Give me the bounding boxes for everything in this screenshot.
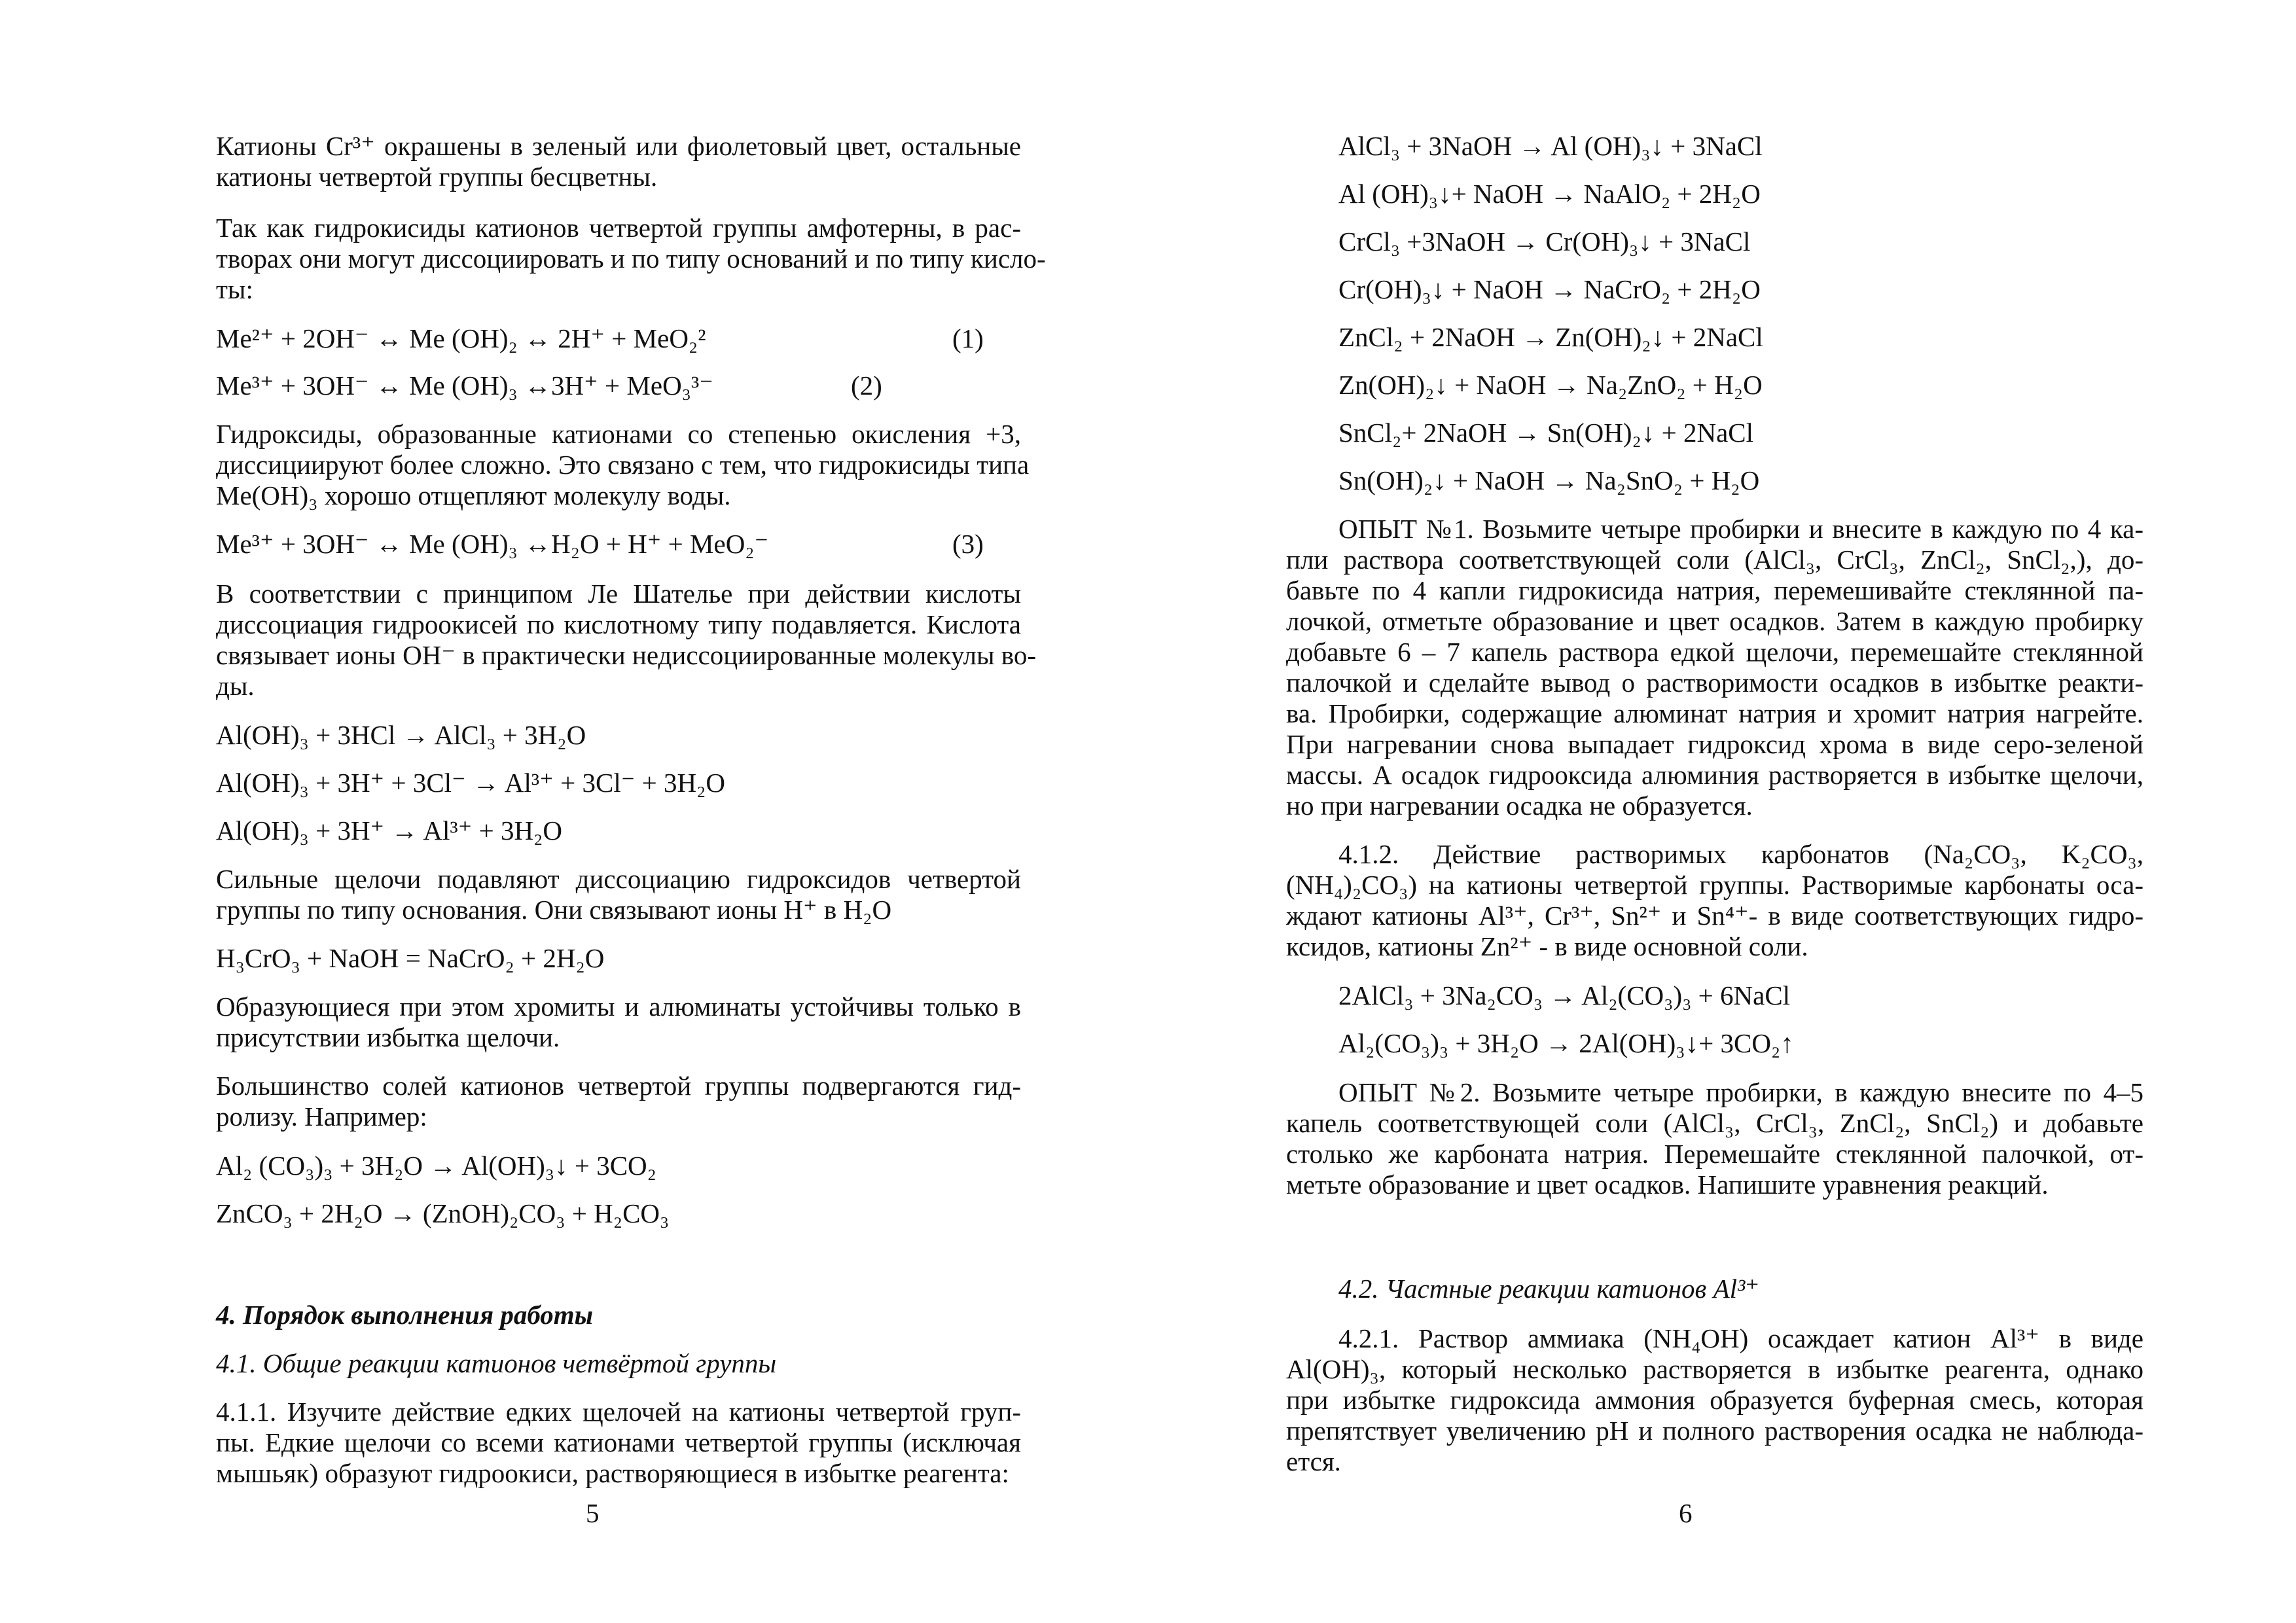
subsection-heading: 4.2. Частные реакции катионов Al³⁺ [1338,1274,1759,1304]
subsection-heading: 4.1. Общие реакции катионов четвёртой группы [216,1348,777,1378]
paragraph-line: пли раствора соответствующей соли (AlCl₃, CrCl₃, ZnCl₂, SnCl₂,), до- [1286,544,2144,575]
paragraph-line: препятствует увеличению pH и полного растворения осадка не наблюда- [1286,1416,2144,1446]
paragraph-line: 4.1.1. Изучите действие едких щелочей на катионы четвертой груп- [216,1397,1021,1427]
left-page [216,0,1046,1623]
equation-3: Me³⁺ + 3OH⁻ ↔ Me (OH)₃ ↔H₂O + H⁺ + MeO₂⁻ [216,529,769,559]
paragraph-line: столько же карбоната натрия. Перемешайте стеклянной палочкой, от- [1286,1139,2144,1169]
paragraph-line: ксидов, катионы Zn²⁺ - в виде основной соли. [1286,931,1808,961]
paragraph-line: При нагревании снова выпадает гидроксид хрома в виде серо-зеленой [1286,729,2144,759]
paragraph-line: Al(OH)₃, который несколько растворяется в избытке реагента, однако [1286,1354,2144,1384]
equation-2: Me³⁺ + 3OH⁻ ↔ Me (OH)₃ ↔3H⁺ + MeO₃³⁻ [216,370,713,401]
paragraph-line: Образующиеся при этом хромиты и алюминаты устойчивы только в [216,991,1021,1022]
paragraph-line: Так как гидрокисиды катионов четвертой группы амфотерны, в рас- [216,213,1021,243]
paragraph-line: Сильные щелочи подавляют диссоциацию гидроксидов четвертой [216,864,1021,894]
paragraph-line: Me(OH)₃ хорошо отщепляют молекулу воды. [216,480,731,510]
paragraph-line: пы. Едкие щелочи со всеми катионами четвертой группы (исключая [216,1427,1021,1457]
equation-number: (2) [851,370,882,401]
paragraph-line: ролизу. Например: [216,1101,427,1132]
paragraph-line: Большинство солей катионов четвертой группы подвергаются гид- [216,1071,1021,1101]
paragraph-line: ОПЫТ №2. Возьмите четыре пробирки, в каждую внесите по 4–5 [1338,1077,2144,1107]
paragraph-line: диссоциация гидроокисей по кислотному типу подавляется. Кислота [216,609,1021,639]
equation-number: (3) [952,529,984,559]
paragraph-line: катионы четвертой группы бесцветны. [216,162,658,192]
section-heading: 4. Порядок выполнения работы [216,1300,594,1330]
reaction-equation: Cr(OH)₃↓ + NaOH → NaCrO₂ + 2H₂O [1338,274,1761,304]
paragraph-line: связывает ионы OH⁻ в практически недиссоциированные молекулы во- [216,640,1037,670]
paragraph-line: ва. Пробирки, содержащие алюминат натрия и хромит натрия нагрейте. [1286,698,2144,728]
reaction-equation: Al₂(CO₃)₃ + 3H₂O → 2Al(OH)₃↓+ 3CO₂↑ [1338,1028,1794,1058]
paragraph-line: ждают катионы Al³⁺, Cr³⁺, Sn²⁺ и Sn⁴⁺- в виде соответствующих гидро- [1286,901,2144,931]
equation-8: Al₂ (CO₃)₃ + 3H₂O → Al(OH)₃↓ + 3CO₂ [216,1150,656,1181]
paragraph-line: бавьте по 4 капли гидрокисида натрия, перемешивайте стеклянной па- [1286,575,2144,605]
paragraph-line: метьте образование и цвет осадков. Напишите уравнения реакций. [1286,1169,2049,1200]
paragraph-line: группы по типу основания. Они связывают ионы H⁺ в H₂O [216,895,892,925]
paragraph-line: ты: [216,274,253,304]
paragraph-line: Катионы Cr³⁺ окрашены в зеленый или фиолетовый цвет, остальные [216,131,1021,161]
paragraph-line: но при нагревании осадка не образуется. [1286,791,1753,821]
reaction-equation: AlCl₃ + 3NaOH → Al (OH)₃↓ + 3NaCl [1338,131,1763,161]
equation-4: Al(OH)₃ + 3HCl → AlCl₃ + 3H₂O [216,720,586,750]
reaction-equation: Zn(OH)₂↓ + NaOH → Na₂ZnO₂ + H₂O [1338,370,1763,400]
paragraph-line: Гидроксиды, образованные катионами со степенью окисления +3, [216,419,1021,449]
paragraph-line: диссициируют более сложно. Это связано с тем, что гидрокисиды типа [216,450,1030,480]
reaction-equation: CrCl₃ +3NaOH → Cr(OH)₃↓ + 3NaCl [1338,226,1751,257]
paragraph-line: 4.1.2. Действие растворимых карбонатов (Na₂CO₃, K₂CO₃, [1338,839,2144,869]
reaction-equation: Sn(OH)₂↓ + NaOH → Na₂SnO₂ + H₂O [1338,465,1760,495]
paragraph-line: В соответствии с принципом Ле Шателье при действии кислоты [216,579,1021,609]
paragraph-line: ОПЫТ №1. Возьмите четыре пробирки и внесите в каждую по 4 ка- [1338,514,2144,544]
reaction-equation: 2AlCl₃ + 3Na₂CO₃ → Al₂(CO₃)₃ + 6NaCl [1338,980,1791,1010]
paragraph-line: творах они могут диссоциировать и по типу оснований и по типу кисло- [216,243,1046,274]
paragraph-line: ется. [1286,1446,1341,1476]
paragraph-line: при избытке гидроксида аммония образуется буферная смесь, которая [1286,1385,2144,1415]
right-page [1286,0,2144,1623]
paragraph-line: массы. А осадок гидрооксида алюминия растворяется в избытке щелочи, [1286,760,2144,790]
page-number: 5 [586,1498,600,1528]
equation-9: ZnCO₃ + 2H₂O → (ZnOH)₂CO₃ + H₂CO₃ [216,1198,670,1228]
paragraph-line: мышьяк) образуют гидроокиси, растворяющиеся в избытке реагента: [216,1458,1009,1488]
paragraph-line: присутствии избытка щелочи. [216,1022,560,1052]
equation-7: H₃CrO₃ + NaOH = NaCrO₂ + 2H₂O [216,943,605,973]
equation-6: Al(OH)₃ + 3H⁺ → Al³⁺ + 3H₂O [216,815,562,846]
equation-1: Me²⁺ + 2OH⁻ ↔ Me (OH)₂ ↔ 2H⁺ + MeO₂² [216,323,706,353]
paragraph-line: палочкой и сделайте вывод о растворимости осадков в избытке реакти- [1286,668,2144,698]
reaction-equation: Al (OH)₃↓+ NaOH → NaAlO₂ + 2H₂O [1338,179,1761,209]
equation-5: Al(OH)₃ + 3H⁺ + 3Cl⁻ → Al³⁺ + 3Cl⁻ + 3H₂O [216,768,725,798]
paragraph-line: лочкой, отметьте образование и цвет осадков. Затем в каждую пробирку [1286,606,2144,636]
reaction-equation: ZnCl₂ + 2NaOH → Zn(OH)₂↓ + 2NaCl [1338,322,1763,352]
paragraph-line: добавьте 6 – 7 капель раствора едкой щелочи, перемешайте стеклянной [1286,637,2144,667]
paragraph-line: 4.2.1. Раствор аммиака (NH₄OH) осаждает катион Al³⁺ в виде [1338,1323,2144,1353]
paragraph-line: (NH₄)₂CO₃) на катионы четвертой группы. Растворимые карбонаты оса- [1286,870,2144,900]
paragraph-line: ды. [216,671,255,701]
paragraph-line: капель соответствующей соли (AlCl₃, CrCl₃, ZnCl₂, SnCl₂) и добавьте [1286,1108,2144,1138]
reaction-equation: SnCl₂+ 2NaOH → Sn(OH)₂↓ + 2NaCl [1338,418,1754,448]
page-number: 6 [1679,1498,1693,1528]
equation-number: (1) [952,323,984,353]
